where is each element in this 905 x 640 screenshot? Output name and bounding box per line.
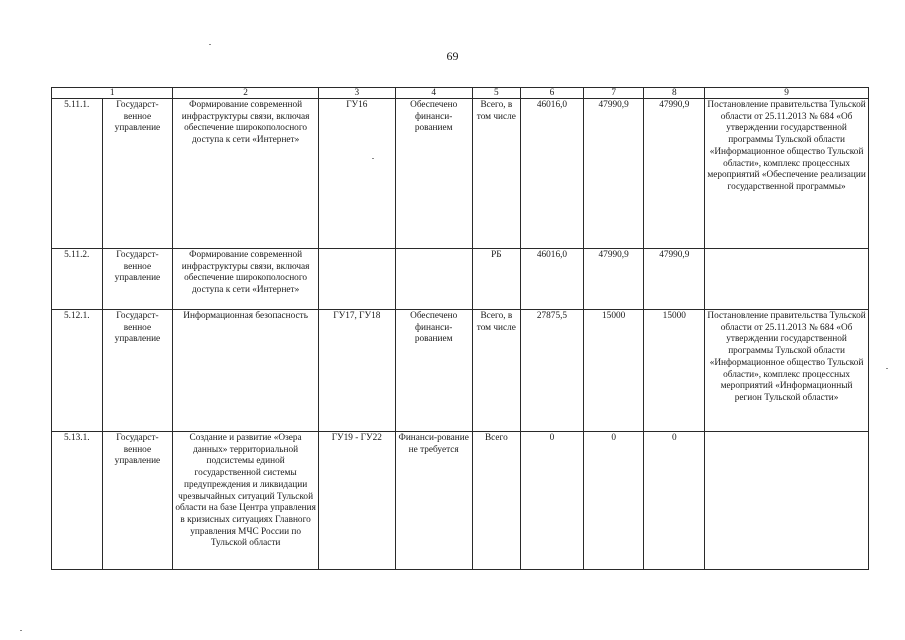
source-cell: РБ xyxy=(472,249,521,310)
financing-cell: Финанси-рование не требуется xyxy=(395,432,472,570)
measure-name-cell: Формирование современной инфраструктуры связи, включая обеспечение широкополосного доступа к сети «Интернет» xyxy=(173,99,319,249)
header-cell-1: 1 xyxy=(52,88,173,99)
page-number: 69 xyxy=(446,49,459,63)
table-row xyxy=(52,99,869,249)
table-row xyxy=(52,249,869,310)
code-cell: ГУ17, ГУ18 xyxy=(318,310,395,432)
code-cell: ГУ16 xyxy=(318,99,395,249)
measure-name-cell: Информационная безопасность xyxy=(173,310,319,432)
value-cell-3: 15000 xyxy=(644,310,705,432)
responsible-cell: Государст-венное управление xyxy=(102,99,173,249)
basis-cell xyxy=(705,432,869,570)
table-row xyxy=(52,310,869,432)
value-cell-3: 0 xyxy=(644,432,705,570)
scan-speck xyxy=(372,158,374,159)
measure-name-cell: Создание и развитие «Озера данных» территориальной подсистемы единой государственной системы предупреждения и ликвидации чрезвычайных ситуаций Тульской области на базе Центра управления в кризисных ситуациях Главного управления МЧС России по Тульской области xyxy=(173,432,319,570)
table-row xyxy=(52,432,869,570)
financing-cell: Обеспечено финанси-рованием xyxy=(395,310,472,432)
responsible-cell: Государст-венное управление xyxy=(102,432,173,570)
header-cell-8: 8 xyxy=(644,88,705,99)
value-cell-1: 27875,5 xyxy=(521,310,584,432)
row-number: 5.12.1. xyxy=(52,310,103,432)
responsible-cell: Государст-венное управление xyxy=(102,310,173,432)
header-cell-9: 9 xyxy=(705,88,869,99)
basis-cell: Постановление правительства Тульской области от 25.11.2013 № 684 «Об утверждении государственной программы Тульской области «Информационное общество Тульской области», комплекс процессных мероприятий «Обеспечение реализации государственной программы» xyxy=(705,99,869,249)
header-row xyxy=(52,88,869,99)
row-number: 5.11.1. xyxy=(52,99,103,249)
code-cell xyxy=(318,249,395,310)
program-table xyxy=(51,87,869,570)
basis-cell xyxy=(705,249,869,310)
scan-speck xyxy=(209,44,211,45)
header-cell-3: 3 xyxy=(318,88,395,99)
value-cell-2: 15000 xyxy=(583,310,644,432)
header-cell-7: 7 xyxy=(583,88,644,99)
row-number: 5.13.1. xyxy=(52,432,103,570)
scan-speck xyxy=(20,630,22,631)
source-cell: Всего, в том числе xyxy=(472,99,521,249)
value-cell-2: 0 xyxy=(583,432,644,570)
scan-speck xyxy=(886,368,888,369)
responsible-cell: Государст-венное управление xyxy=(102,249,173,310)
source-cell: Всего xyxy=(472,432,521,570)
basis-cell: Постановление правительства Тульской области от 25.11.2013 № 684 «Об утверждении государственной программы Тульской области «Информационное общество Тульской области», комплекс процессных мероприятий «Информационный регион Тульской области» xyxy=(705,310,869,432)
source-cell: Всего, в том числе xyxy=(472,310,521,432)
value-cell-1: 46016,0 xyxy=(521,99,584,249)
financing-cell: Обеспечено финанси-рованием xyxy=(395,99,472,249)
row-number: 5.11.2. xyxy=(52,249,103,310)
value-cell-3: 47990,9 xyxy=(644,99,705,249)
value-cell-1: 0 xyxy=(521,432,584,570)
measure-name-cell: Формирование современной инфраструктуры связи, включая обеспечение широкополосного доступа к сети «Интернет» xyxy=(173,249,319,310)
value-cell-2: 47990,9 xyxy=(583,99,644,249)
value-cell-1: 46016,0 xyxy=(521,249,584,310)
financing-cell xyxy=(395,249,472,310)
code-cell: ГУ19 - ГУ22 xyxy=(318,432,395,570)
header-cell-4: 4 xyxy=(395,88,472,99)
header-cell-2: 2 xyxy=(173,88,319,99)
value-cell-3: 47990,9 xyxy=(644,249,705,310)
value-cell-2: 47990,9 xyxy=(583,249,644,310)
header-cell-5: 5 xyxy=(472,88,521,99)
header-cell-6: 6 xyxy=(521,88,584,99)
